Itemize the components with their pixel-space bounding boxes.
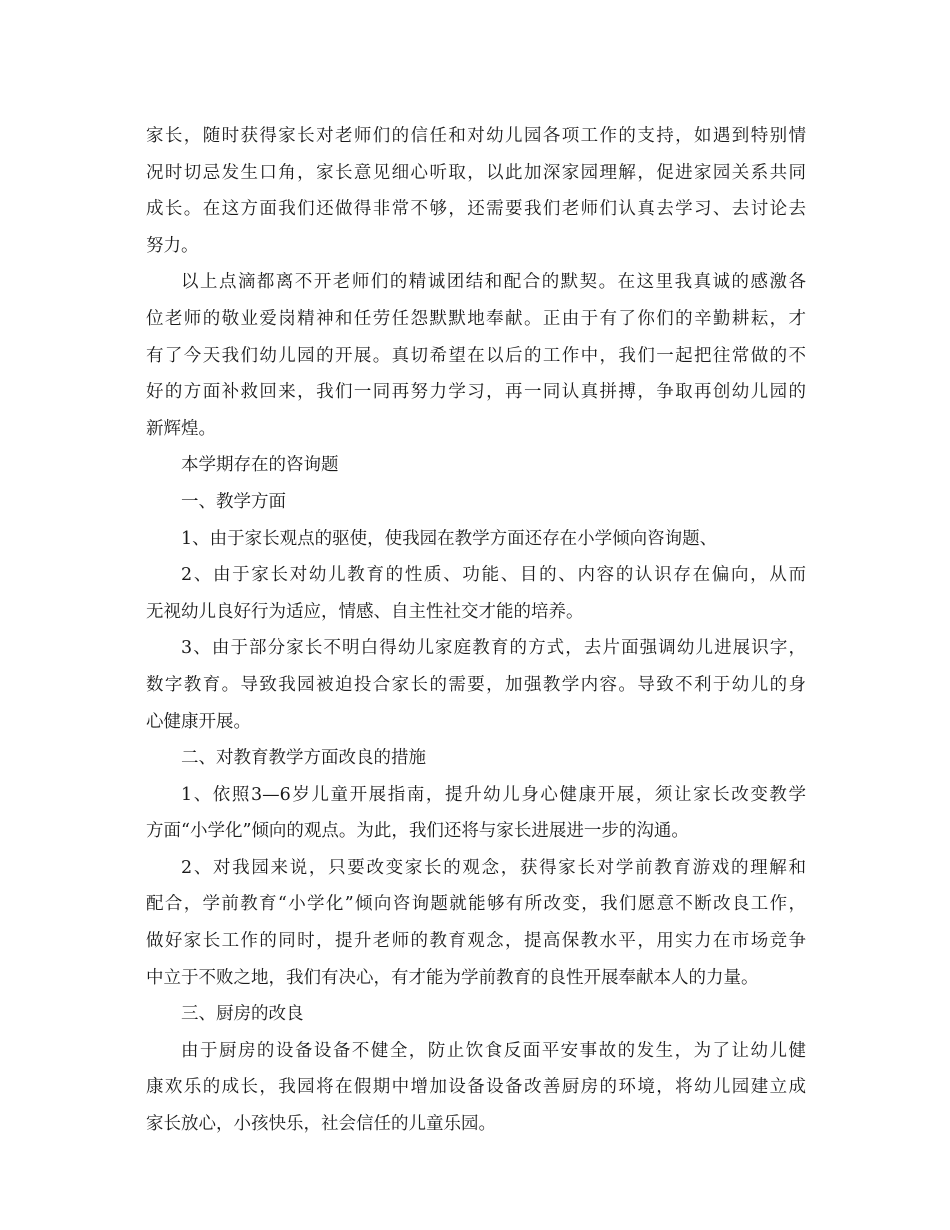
paragraph (146, 557, 806, 630)
text-line: 位老师的敬业爱岗精神和任劳任怨默默地奉献。正由于有了你们的辛勤耕耘，才 (146, 308, 806, 329)
paragraph (146, 850, 806, 996)
paragraph (146, 521, 806, 558)
text-line: 方面“小学化”倾向的观点。为此，我们还将与家长进展进一步的沟通。 (146, 821, 689, 842)
text-line: 1、依照3—6岁儿童开展指南，提升幼儿身心健康开展，须让家长改变教学 (181, 784, 806, 805)
text-line: 新辉煌。 (146, 418, 216, 439)
text-line: 心健康开展。 (146, 711, 251, 732)
text-line: 一、教学方面 (181, 491, 286, 512)
text-line: 以上点滴都离不开老师们的精诚团结和配合的默契。在这里我真诚的感激各 (181, 272, 806, 293)
text-line: 二、对教育教学方面改良的措施 (181, 748, 426, 769)
paragraph (146, 1033, 806, 1143)
text-line: 2、对我园来说，只要改变家长的观念，获得家长对学前教育游戏的理解和 (181, 857, 806, 878)
text-line: 家长放心，小孩快乐，社会信任的儿童乐园。 (146, 1114, 496, 1135)
text-line: 中立于不败之地，我们有决心，有才能为学前教育的良性开展奉献本人的力量。 (146, 967, 759, 988)
text-line: 有了今天我们幼儿园的开展。真切希望在以后的工作中，我们一起把往常做的不 (146, 345, 806, 366)
text-line: 由于厨房的设备设备不健全，防止饮食反面平安事故的发生，为了让幼儿健 (181, 1040, 806, 1061)
document-body (146, 118, 806, 1143)
text-line: 努力。 (146, 235, 199, 256)
text-line: 数字教育。导致我园被迫投合家长的需要，加强教学内容。导致不利于幼儿的身 (146, 674, 806, 695)
paragraph (146, 740, 806, 777)
paragraph (146, 777, 806, 850)
text-line: 2、由于家长对幼儿教育的性质、功能、目的、内容的认识存在偏向，从而 (181, 565, 806, 586)
text-line: 况时切忌发生口角，家长意见细心听取，以此加深家园理解，促进家园关系共同 (146, 162, 806, 183)
paragraph (146, 264, 806, 447)
paragraph (146, 996, 806, 1033)
text-line: 做好家长工作的同时，提升老师的教育观念，提高保教水平，用实力在市场竞争 (146, 931, 806, 952)
paragraph (146, 118, 806, 264)
text-line: 1、由于家长观点的驱使，使我园在教学方面还存在小学倾向咨询题、 (181, 528, 718, 549)
text-line: 好的方面补救回来，我们一同再努力学习，再一同认真拼搏，争取再创幼儿园的 (146, 382, 806, 403)
paragraph (146, 447, 806, 484)
paragraph (146, 484, 806, 521)
text-line: 成长。在这方面我们还做得非常不够，还需要我们老师们认真去学习、去讨论去 (146, 199, 806, 220)
paragraph (146, 630, 806, 740)
text-line: 本学期存在的咨询题 (181, 455, 339, 476)
text-line: 配合，学前教育“小学化”倾向咨询题就能够有所改变，我们愿意不断改良工作， (146, 894, 806, 915)
text-line: 3、由于部分家长不明白得幼儿家庭教育的方式，去片面强调幼儿进展识字， (181, 638, 806, 659)
text-line: 康欢乐的成长，我园将在假期中增加设备设备改善厨房的环境，将幼儿园建立成 (146, 1077, 806, 1098)
text-line: 三、厨房的改良 (181, 1004, 304, 1025)
text-line: 家长，随时获得家长对老师们的信任和对幼儿园各项工作的支持，如遇到特别情 (146, 126, 806, 146)
text-line: 无视幼儿良好行为适应，情感、自主性社交才能的培养。 (146, 601, 584, 622)
